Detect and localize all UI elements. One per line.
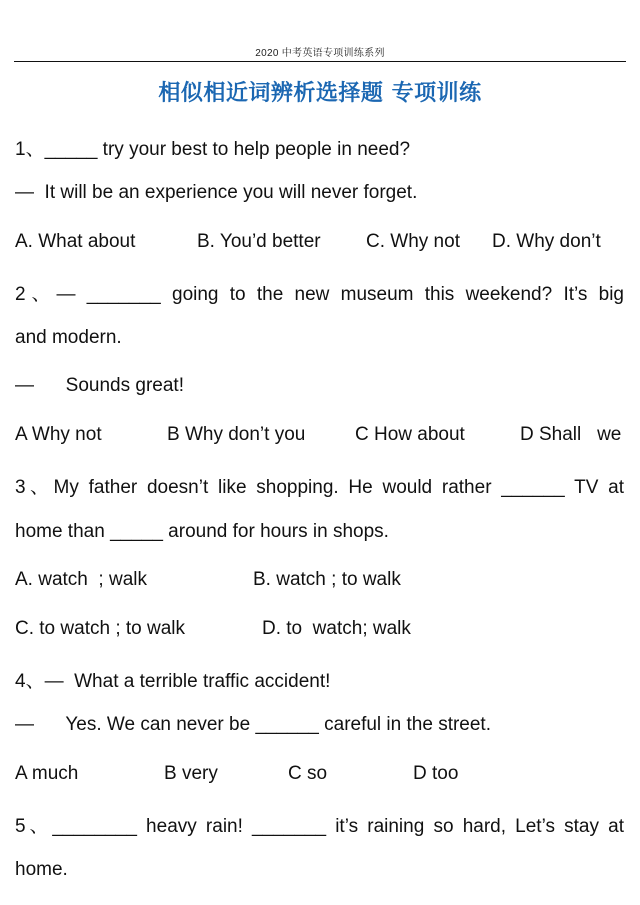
question-3-stem-line-2: home than _____ around for hours in shops. (15, 521, 389, 542)
question-1-option-c: C. Why not (366, 231, 460, 252)
question-1-reply: — It will be an experience you will never forget. (15, 182, 418, 203)
question-2-reply: — Sounds great! (15, 375, 184, 396)
question-2-option-b: B Why don’t you (167, 424, 306, 445)
question-4-stem: 4、— What a terrible traffic accident! (15, 671, 331, 692)
question-4-option-a: A much (15, 763, 79, 784)
question-1-option-d: D. Why don’t (492, 231, 601, 252)
question-3-option-c: C. to watch ; to walk (15, 618, 186, 639)
page-title: 相似相近词辨析选择题 专项训练 (158, 81, 482, 106)
question-1-stem: 1、_____ try your best to help people in need? (15, 139, 411, 160)
question-5-stem-line-2: home. (15, 859, 68, 880)
question-4-option-b: B very (164, 763, 218, 784)
question-2-stem-line-1: 2、— _______ going to the new museum this weekend? It’s big (15, 284, 624, 305)
running-header: 2020 中考英语专项训练系列 (255, 48, 385, 59)
question-2-option-d: D Shall we (520, 424, 622, 445)
question-4-reply: — Yes. We can never be ______ careful in the street. (15, 714, 491, 735)
question-2-option-a: A Why not (15, 424, 102, 445)
question-2-stem-line-2: and modern. (15, 327, 122, 348)
question-3-stem-line-1: 3、My father doesn’t like shopping. He would rather ______ TV at (15, 477, 624, 498)
question-1-option-a: A. What about (15, 231, 136, 252)
header-rule (14, 61, 626, 62)
question-4-option-d: D too (413, 763, 459, 784)
question-1-option-b: B. You’d better (197, 231, 321, 252)
question-4-option-c: C so (288, 763, 328, 784)
question-3-option-a: A. watch ; walk (15, 569, 147, 590)
question-3-option-d: D. to watch; walk (262, 618, 411, 639)
question-2-option-c: C How about (355, 424, 465, 445)
question-5-stem-line-1: 5、________ heavy rain! _______ it’s raining so hard, Let’s stay at (15, 816, 624, 837)
question-3-option-b: B. watch ; to walk (253, 569, 401, 590)
